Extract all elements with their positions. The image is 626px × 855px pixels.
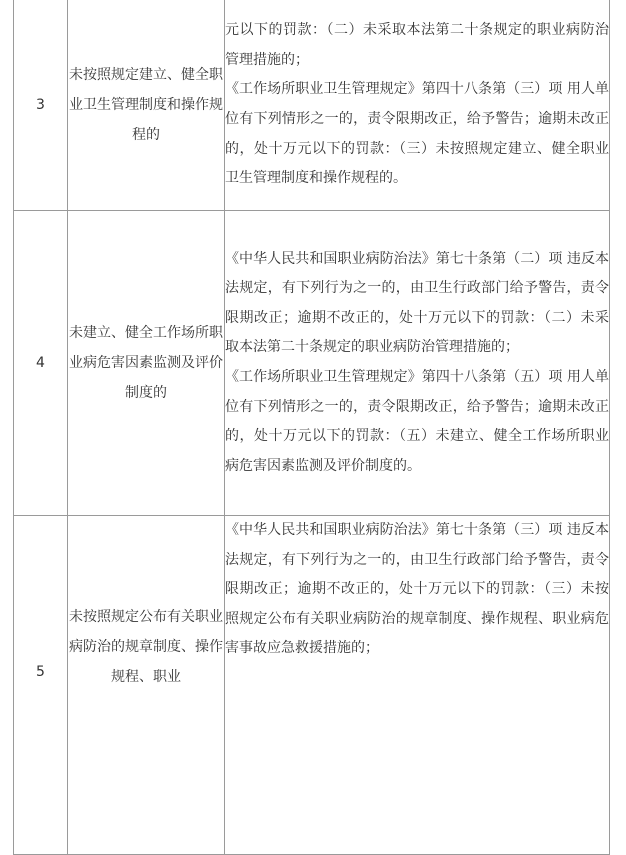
- legal-basis-cell: [225, 0, 610, 211]
- table-row: [14, 0, 610, 211]
- legal-basis-cell: [225, 516, 610, 855]
- violation-item: 未按照规定公布有关职业病防治的规章制度、操作规程、职业: [68, 516, 225, 855]
- violation-item: 未建立、健全工作场所职业病危害因素监测及评价制度的: [68, 211, 225, 516]
- legal-basis-text: 元以下的罚款：（二）未采取本法第二十条规定的职业病防治管理措施的； 《工作场所职业卫生管理规定》第四十八条第（三）项 用人单位有下列情形之一的，责令限期改正，给予警告；逾期未改正的，处十万元以下的罚款：（三）未按照规定建立、健全职业卫生管理制度和操作规程的。: [225, 22, 609, 187]
- legal-basis-text: 《中华人民共和国职业病防治法》第七十条第（三）项 违反本法规定，有下列行为之一的，由卫生行政部门给予警告，责令限期改正；逾期不改正的，处十万元以下的罚款：（三）未按照规定公布有关职业病防治的规章制度、操作规程、职业病危害事故应急救援措施的；: [225, 522, 609, 657]
- violation-item: 未按照规定建立、健全职业卫生管理制度和操作规程的: [68, 0, 225, 211]
- table-row: [14, 516, 610, 855]
- row-number: 3: [14, 0, 68, 211]
- legal-basis-cell: [225, 211, 610, 516]
- penalty-table: [13, 0, 610, 855]
- row-number: 4: [14, 211, 68, 516]
- legal-basis-text: 《中华人民共和国职业病防治法》第七十条第（二）项 违反本法规定，有下列行为之一的，由卫生行政部门给予警告，责令限期改正；逾期不改正的，处十万元以下的罚款：（二）未采取本法第二十条规定的职业病防治管理措施的； 《工作场所职业卫生管理规定》第四十八条第（五）项 用人单位有下列情形之一的，责令限期改正，给予警告；逾期未改正的，处十万元以下的罚款：（五）未建立、健全工作场所职业病危害因素监测及评价制度的。: [225, 250, 609, 474]
- table-row: [14, 211, 610, 516]
- row-number: 5: [14, 516, 68, 855]
